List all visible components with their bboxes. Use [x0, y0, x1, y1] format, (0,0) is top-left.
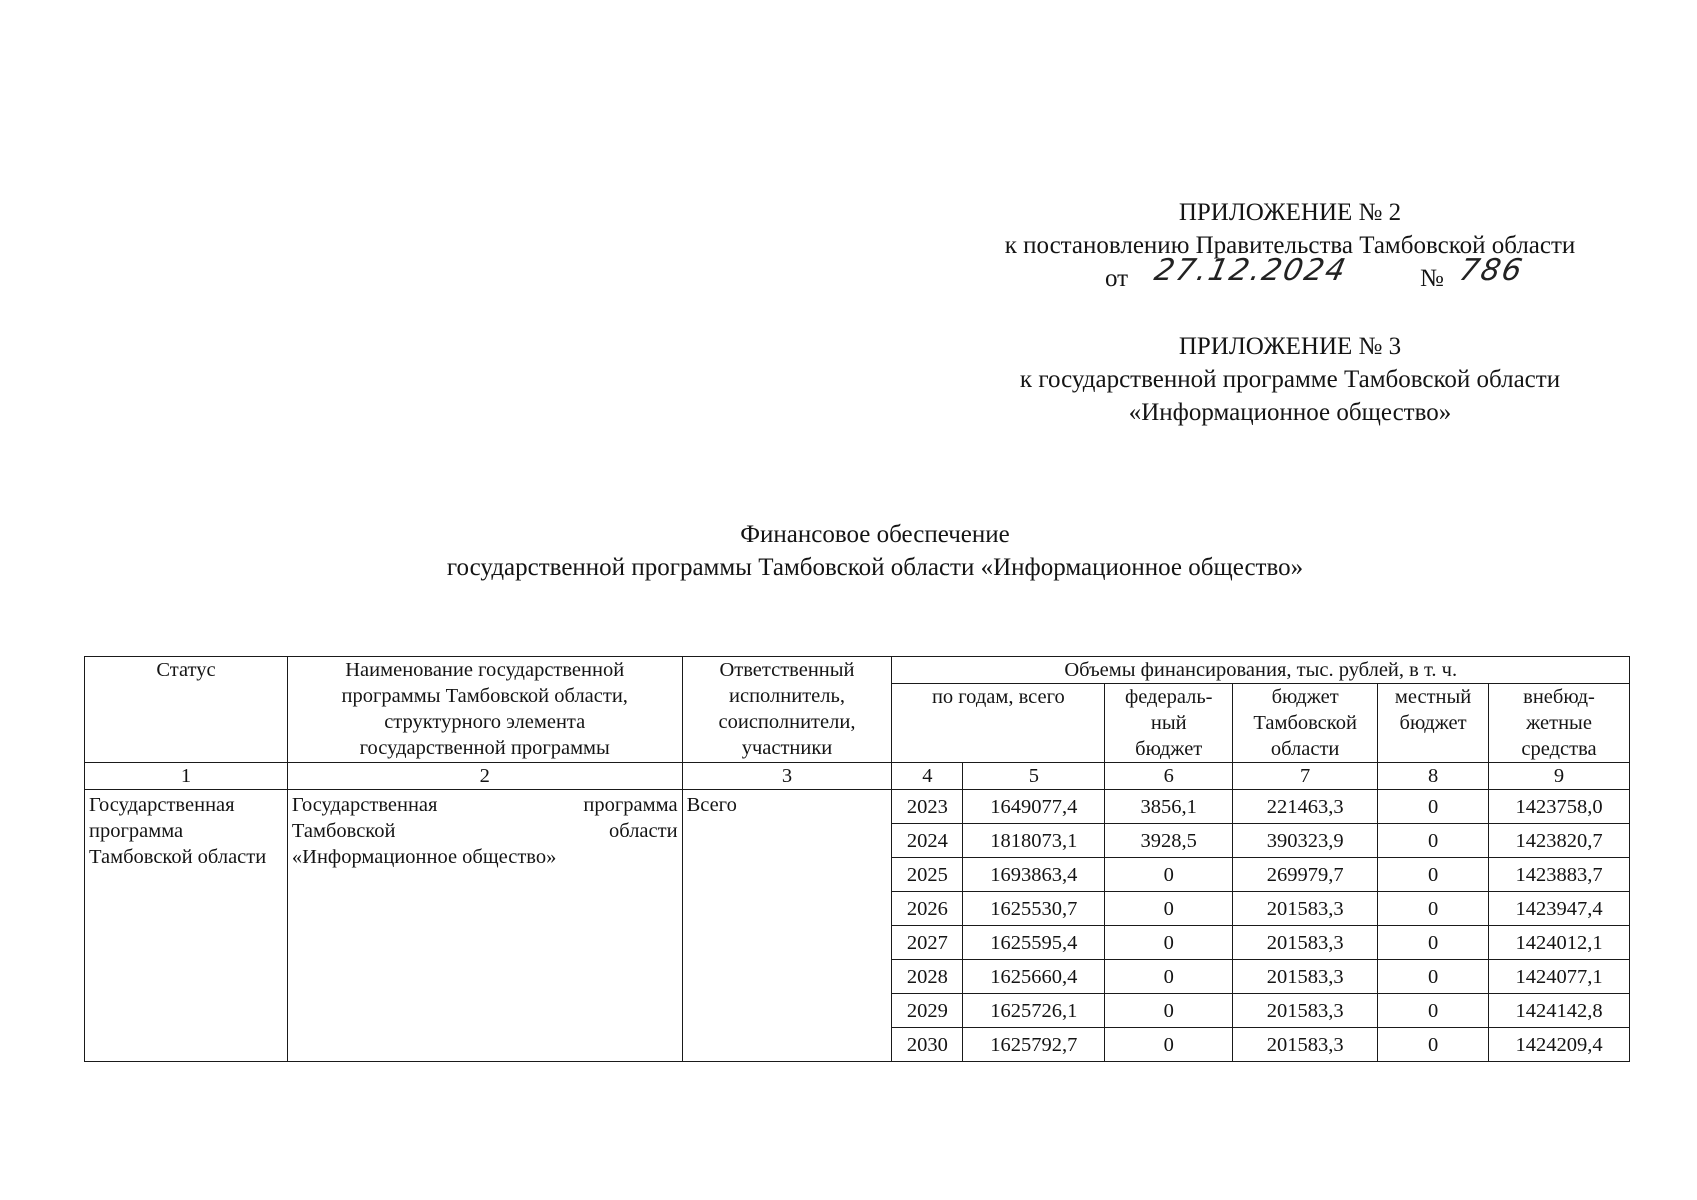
- total-cell: 1625660,4: [963, 960, 1105, 994]
- from-label: от: [1105, 265, 1129, 292]
- col-number: 3: [682, 763, 892, 790]
- status-cell: Государственная программа Тамбовской области: [85, 790, 288, 1062]
- extrabudgetary-cell: 1424142,8: [1489, 994, 1630, 1028]
- year-cell: 2030: [892, 1028, 963, 1062]
- extrabudgetary-cell: 1423947,4: [1489, 892, 1630, 926]
- extrabudgetary-cell: 1424077,1: [1489, 960, 1630, 994]
- header-by-years: по годам, всего: [892, 684, 1105, 763]
- number-label: №: [1420, 265, 1444, 292]
- financing-table: [84, 656, 1630, 1062]
- appendix-decree-subtitle: к постановлению Правительства Тамбовской области: [1004, 232, 1576, 259]
- federal-budget-cell: 3928,5: [1105, 824, 1233, 858]
- federal-budget-cell: 0: [1105, 892, 1233, 926]
- extrabudgetary-cell: 1423758,0: [1489, 790, 1630, 824]
- column-number-row: [85, 763, 1630, 790]
- year-cell: 2024: [892, 824, 963, 858]
- local-budget-cell: 0: [1378, 824, 1489, 858]
- header-status: Статус: [85, 657, 288, 763]
- year-cell: 2023: [892, 790, 963, 824]
- responsible-cell: Всего: [682, 790, 892, 1062]
- year-cell: 2028: [892, 960, 963, 994]
- local-budget-cell: 0: [1378, 960, 1489, 994]
- total-cell: 1693863,4: [963, 858, 1105, 892]
- extrabudgetary-cell: 1424209,4: [1489, 1028, 1630, 1062]
- local-budget-cell: 0: [1378, 926, 1489, 960]
- federal-budget-cell: 0: [1105, 926, 1233, 960]
- local-budget-cell: 0: [1378, 858, 1489, 892]
- appendix-decree-title: ПРИЛОЖЕНИЕ № 2: [1178, 199, 1402, 226]
- extrabudgetary-cell: 1424012,1: [1489, 926, 1630, 960]
- local-budget-cell: 0: [1378, 994, 1489, 1028]
- col-number: 5: [963, 763, 1105, 790]
- program-name-cell: Государственная программа Тамбовской области «Информационное общество»: [287, 790, 682, 1062]
- total-cell: 1625726,1: [963, 994, 1105, 1028]
- appendix-decree-block: [950, 196, 1630, 295]
- document-title-line1: Финансовое обеспечение: [740, 521, 1010, 548]
- federal-budget-cell: 0: [1105, 1028, 1233, 1062]
- header-row-1: [85, 657, 1630, 684]
- federal-budget-cell: 3856,1: [1105, 790, 1233, 824]
- regional-budget-cell: 201583,3: [1233, 960, 1378, 994]
- total-cell: 1625595,4: [963, 926, 1105, 960]
- total-cell: 1625792,7: [963, 1028, 1105, 1062]
- appendix-program-subtitle: к государственной программе Тамбовской области: [1019, 366, 1561, 393]
- appendix-program-block: [950, 330, 1630, 429]
- regional-budget-cell: 201583,3: [1233, 892, 1378, 926]
- local-budget-cell: 0: [1378, 1028, 1489, 1062]
- year-cell: 2029: [892, 994, 963, 1028]
- handwritten-date: 27.12.2024: [1151, 253, 1351, 288]
- col-number: 4: [892, 763, 963, 790]
- col-number: 6: [1105, 763, 1233, 790]
- total-cell: 1818073,1: [963, 824, 1105, 858]
- header-extrabudgetary: внебюд- жетные средства: [1489, 684, 1630, 763]
- local-budget-cell: 0: [1378, 790, 1489, 824]
- data-body: [85, 790, 1630, 1062]
- col-number: 9: [1489, 763, 1630, 790]
- year-cell: 2026: [892, 892, 963, 926]
- federal-budget-cell: 0: [1105, 960, 1233, 994]
- federal-budget-cell: 0: [1105, 994, 1233, 1028]
- document-title: [250, 518, 1500, 584]
- col-number: 2: [287, 763, 682, 790]
- federal-budget-cell: 0: [1105, 858, 1233, 892]
- document-title-line2: государственной программы Тамбовской области «Информационное общество»: [446, 554, 1304, 581]
- header-financing-volumes: Объемы финансирования, тыс. рублей, в т. ч.: [892, 657, 1630, 684]
- regional-budget-cell: 269979,7: [1233, 858, 1378, 892]
- year-cell: 2025: [892, 858, 963, 892]
- header-local-budget: местный бюджет: [1378, 684, 1489, 763]
- total-cell: 1649077,4: [963, 790, 1105, 824]
- regional-budget-cell: 221463,3: [1233, 790, 1378, 824]
- handwritten-number: 786: [1456, 253, 1527, 288]
- col-number: 8: [1378, 763, 1489, 790]
- col-number: 7: [1233, 763, 1378, 790]
- regional-budget-cell: 201583,3: [1233, 994, 1378, 1028]
- regional-budget-cell: 201583,3: [1233, 1028, 1378, 1062]
- header-federal-budget: федераль- ный бюджет: [1105, 684, 1233, 763]
- extrabudgetary-cell: 1423820,7: [1489, 824, 1630, 858]
- header-program-name: Наименование государственной программы Тамбовской области, структурного элемента государственной программы: [287, 657, 682, 763]
- appendix-program-name: «Информационное общество»: [1128, 399, 1452, 426]
- header-regional-budget: бюджет Тамбовской области: [1233, 684, 1378, 763]
- extrabudgetary-cell: 1423883,7: [1489, 858, 1630, 892]
- table-row: [85, 790, 1630, 824]
- appendix-program-title: ПРИЛОЖЕНИЕ № 3: [1178, 333, 1402, 360]
- year-cell: 2027: [892, 926, 963, 960]
- regional-budget-cell: 201583,3: [1233, 926, 1378, 960]
- decree-date-number-line: [950, 253, 1630, 295]
- local-budget-cell: 0: [1378, 892, 1489, 926]
- col-number: 1: [85, 763, 288, 790]
- total-cell: 1625530,7: [963, 892, 1105, 926]
- regional-budget-cell: 390323,9: [1233, 824, 1378, 858]
- header-responsible: Ответственный исполнитель, соисполнители, участники: [682, 657, 892, 763]
